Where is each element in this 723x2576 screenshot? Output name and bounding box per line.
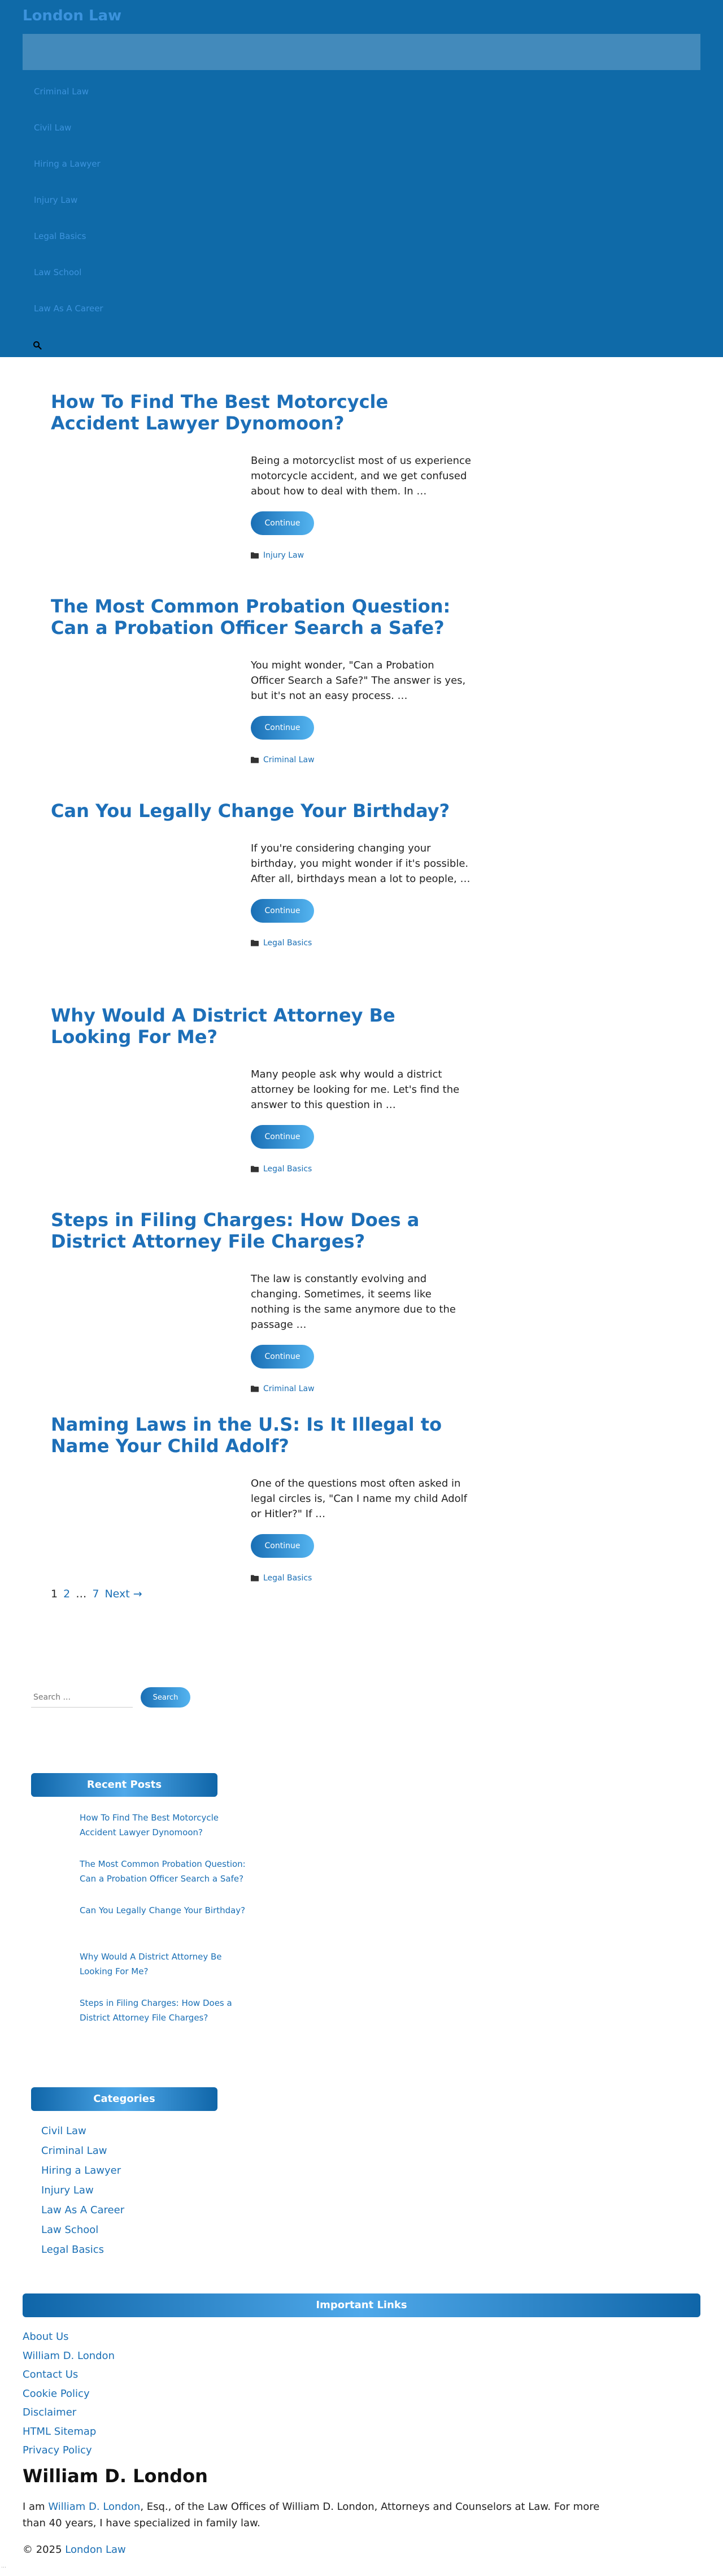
search-button[interactable]: Search [141, 1687, 190, 1708]
footer-link-contact-us[interactable]: Contact Us [23, 2369, 79, 2380]
page-link-7[interactable]: 7 [92, 1588, 99, 1600]
list-item [23, 2422, 700, 2442]
about-author-link[interactable]: William D. London [48, 2500, 141, 2513]
continue-button[interactable]: Continue [251, 1534, 314, 1558]
sidebar [0, 1686, 723, 2260]
footer-link-disclaimer[interactable]: Disclaimer [23, 2406, 77, 2418]
post-category [251, 1165, 471, 1174]
pagination [51, 1588, 723, 1622]
important-links-title: Important Links [23, 2293, 700, 2317]
category-link-civil-law[interactable]: Civil Law [41, 2125, 86, 2137]
post-body [251, 1476, 471, 1583]
page-current: 1 [51, 1588, 58, 1600]
post-body [251, 658, 471, 764]
category-link[interactable]: Criminal Law [263, 1384, 315, 1393]
category-link-hiring-a-lawyer[interactable]: Hiring a Lawyer [41, 2165, 121, 2177]
category-link-criminal-law[interactable]: Criminal Law [41, 2145, 107, 2157]
post-excerpt: Being a motorcyclist most of us experience motorcycle accident, and we get confused about how to deal with them. In … [251, 455, 472, 497]
important-links-list [23, 2327, 700, 2460]
list-item [41, 2240, 723, 2260]
search-icon [33, 341, 42, 350]
footer-link-about-us[interactable]: About Us [23, 2331, 69, 2343]
post-title-link[interactable]: Steps in Filing Charges: How Does a District Attorney File Charges? [51, 1209, 420, 1252]
category-link[interactable]: Criminal Law [263, 755, 315, 764]
list-item [23, 2403, 700, 2422]
footer-link-william-d-london[interactable]: William D. London [23, 2349, 115, 2362]
post-category [251, 551, 471, 560]
continue-button[interactable]: Continue [251, 1125, 314, 1149]
recent-post-link[interactable]: Can You Legally Change Your Birthday? [80, 1905, 246, 1915]
nav-item-law-school[interactable]: Law School [34, 267, 82, 277]
site-header [0, 0, 723, 357]
post-title-link[interactable]: Why Would A District Attorney Be Looking For Me? [51, 1005, 395, 1048]
footer-about-text [23, 2499, 621, 2531]
nav-item-law-as-a-career[interactable]: Law As A Career [34, 303, 103, 314]
main-nav [23, 73, 700, 363]
list-item [41, 2200, 723, 2220]
post-article [51, 971, 723, 1175]
post-category [251, 755, 471, 764]
category-link-legal-basics[interactable]: Legal Basics [41, 2244, 104, 2256]
post-category [251, 939, 471, 948]
list-item [80, 1857, 246, 1903]
nav-item-injury-law[interactable]: Injury Law [34, 195, 78, 205]
recent-post-link[interactable]: How To Find The Best Motorcycle Accident Lawyer Dynomoon? [80, 1813, 219, 1837]
list-item [80, 1810, 246, 1857]
folder-icon [251, 940, 259, 946]
recent-posts-list [31, 1810, 246, 2042]
recent-post-link[interactable]: Why Would A District Attorney Be Looking For Me? [80, 1952, 222, 1976]
post-title-link[interactable]: How To Find The Best Motorcycle Accident Lawyer Dynomoon? [51, 391, 389, 434]
list-item [80, 1996, 246, 2042]
post-excerpt: You might wonder, "Can a Probation Officer Search a Safe?" The answer is yes, but it's not an easy process. … [251, 659, 466, 702]
post-article [51, 1380, 723, 1584]
categories-widget [31, 2087, 723, 2260]
list-item [23, 2327, 700, 2347]
post-body [251, 1271, 471, 1393]
nav-item-civil-law[interactable]: Civil Law [34, 123, 72, 133]
recent-post-link[interactable]: Steps in Filing Charges: How Does a District Attorney File Charges? [80, 1998, 232, 2023]
continue-button[interactable]: Continue [251, 1345, 314, 1369]
recent-post-link[interactable]: The Most Common Probation Question: Can a Probation Officer Search a Safe? [80, 1859, 246, 1884]
nav-item-hiring-a-lawyer[interactable]: Hiring a Lawyer [34, 159, 101, 169]
main-content [0, 357, 723, 1622]
post-excerpt: One of the questions most often asked in legal circles is, "Can I name my child Adolf or Hitler?" If … [251, 1478, 467, 1520]
list-item [80, 1949, 246, 1996]
post-article [51, 1175, 723, 1393]
category-link[interactable]: Legal Basics [263, 1165, 312, 1174]
about-suffix: , Esq., of the Law Offices of William D. London, Attorneys and Counselors at Law. For more than 40 years, I have specialized in family law. [23, 2500, 600, 2529]
folder-icon [251, 552, 259, 559]
category-link-injury-law[interactable]: Injury Law [41, 2184, 94, 2196]
continue-button[interactable]: Continue [251, 716, 314, 740]
folder-icon [251, 1575, 259, 1582]
post-body [251, 1067, 471, 1174]
list-item [41, 2220, 723, 2240]
page-ellipsis: … [76, 1588, 87, 1600]
post-excerpt: The law is constantly evolving and changing. Sometimes, it seems like nothing is the same anymore due to the passage … [251, 1273, 456, 1331]
post-body [251, 841, 471, 948]
header-bar [23, 34, 700, 70]
list-item [23, 2441, 700, 2460]
list-item [41, 2161, 723, 2180]
folder-icon [251, 1166, 259, 1172]
folder-icon [251, 757, 259, 763]
post-article [51, 357, 723, 562]
post-title-link[interactable]: Can You Legally Change Your Birthday? [51, 800, 450, 822]
category-link-law-as-a-career[interactable]: Law As A Career [41, 2204, 125, 2216]
copyright-prefix: © 2025 [23, 2543, 66, 2556]
footer-author-heading: William D. London [23, 2465, 208, 2487]
post-article [51, 766, 723, 971]
list-item [41, 2180, 723, 2200]
continue-button[interactable]: Continue [251, 899, 314, 923]
site-footer [0, 2293, 723, 2556]
list-item [80, 1903, 246, 1949]
categories-list [31, 2121, 723, 2260]
page-link-2[interactable]: 2 [63, 1588, 71, 1600]
post-title-link[interactable]: The Most Common Probation Question: Can a Probation Officer Search a Safe? [51, 596, 451, 638]
copyright [23, 2544, 700, 2556]
nav-item-legal-basics[interactable]: Legal Basics [34, 231, 86, 241]
categories-title: Categories [31, 2087, 217, 2111]
continue-button[interactable]: Continue [251, 511, 314, 535]
category-link[interactable]: Injury Law [263, 551, 304, 560]
footer-link-html-sitemap[interactable]: HTML Sitemap [23, 2425, 97, 2438]
corner-mark: … [1, 2563, 6, 2569]
recent-posts-title: Recent Posts [31, 1773, 217, 1797]
post-body [251, 453, 471, 560]
post-title-link[interactable]: Naming Laws in the U.S: Is It Illegal to Name Your Child Adolf? [51, 1414, 442, 1457]
post-excerpt: Many people ask why would a district attorney be looking for me. Let's find the answer to this question in … [251, 1068, 460, 1111]
post-category [251, 1574, 471, 1583]
search-input[interactable] [31, 1687, 133, 1708]
list-item [23, 2365, 700, 2384]
recent-posts-widget [31, 1773, 723, 2042]
category-link-law-school[interactable]: Law School [41, 2224, 99, 2236]
copyright-site-link[interactable]: London Law [65, 2543, 126, 2556]
category-link[interactable]: Legal Basics [263, 1574, 312, 1583]
list-item [23, 2384, 700, 2404]
site-title-link[interactable]: London Law [23, 7, 122, 24]
footer-link-privacy-policy[interactable]: Privacy Policy [23, 2444, 92, 2456]
search-widget [31, 1686, 723, 1709]
post-article [51, 562, 723, 766]
post-excerpt: If you're considering changing your birthday, you might wonder if it's possible. After all, birthdays mean a lot to people, … [251, 842, 471, 885]
list-item [41, 2121, 723, 2141]
page-next-link[interactable]: Next → [104, 1588, 142, 1600]
list-item [41, 2141, 723, 2161]
about-prefix: I am [23, 2500, 49, 2513]
category-link[interactable]: Legal Basics [263, 939, 312, 948]
nav-item-criminal-law[interactable]: Criminal Law [34, 86, 89, 97]
list-item [23, 2347, 700, 2366]
footer-link-cookie-policy[interactable]: Cookie Policy [23, 2387, 90, 2400]
